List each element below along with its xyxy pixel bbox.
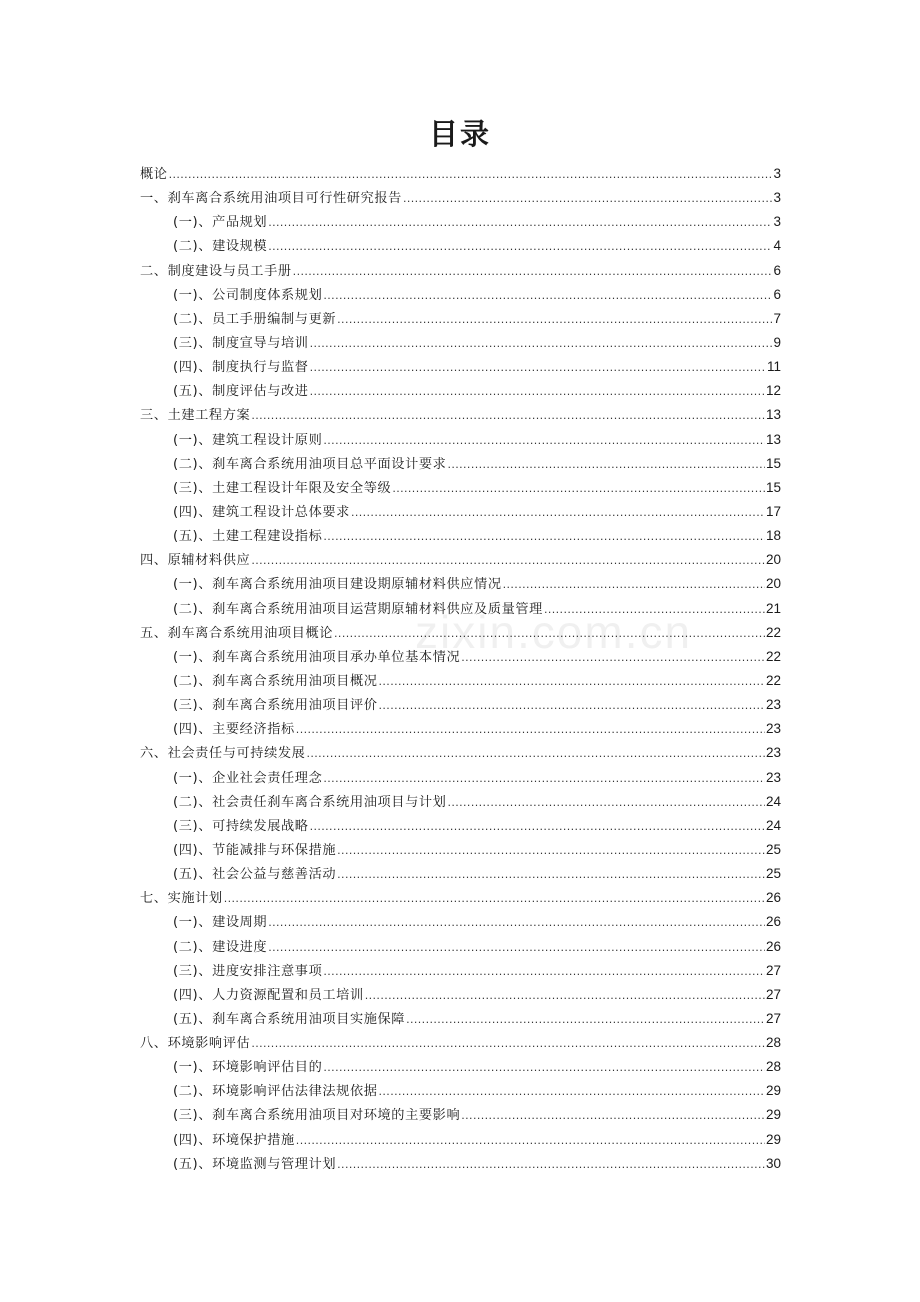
toc-entry[interactable] [140,669,781,693]
toc-entry[interactable] [140,1031,781,1055]
toc-entry-page-number: 29 [765,1131,781,1147]
toc-entry-page-number: 6 [773,262,781,278]
dot-leader [334,622,765,646]
toc-entry[interactable] [140,597,781,621]
dot-leader [323,284,772,308]
toc-entry-page-number: 29 [765,1083,781,1099]
toc-entry-page-number: 22 [765,672,781,688]
toc-entry-page-number: 18 [765,528,781,544]
toc-entry-label: 二、制度建设与员工手册 [140,263,292,279]
dot-leader [379,1080,765,1104]
toc-entry[interactable] [140,162,781,186]
dot-leader [306,742,765,766]
toc-entry-label: (二)、刹车离合系统用油项目概况 [173,673,378,689]
toc-entry-label: (五)、社会公益与慈善活动 [173,867,337,883]
toc-entry-label: (五)、环境监测与管理计划 [173,1156,337,1172]
dot-leader [503,573,765,597]
toc-entry[interactable] [140,693,781,717]
dot-leader [169,163,773,187]
toc-entry-label: (四)、人力资源配置和员工培训 [173,987,364,1003]
toc-entry-label: 概论 [140,167,168,182]
toc-entry[interactable] [140,621,781,645]
toc-entry-page-number: 22 [765,648,781,664]
toc-entry[interactable] [140,838,781,862]
dot-leader [337,1153,765,1177]
dot-leader [323,525,765,549]
toc-entry[interactable] [140,210,781,234]
toc-entry-page-number: 20 [765,576,781,592]
dot-leader [224,887,765,911]
toc-entry[interactable] [140,983,781,1007]
dot-leader [323,960,765,984]
toc-entry[interactable] [140,500,781,524]
watermark: zixin.com.cn [415,606,693,658]
dot-leader [406,1008,765,1032]
toc-entry[interactable] [140,1128,781,1152]
dot-leader [296,718,765,742]
toc-entry[interactable] [140,717,781,741]
toc-entry[interactable] [140,1152,781,1176]
toc-entry-page-number: 20 [765,552,781,568]
dot-leader [268,936,765,960]
dot-leader [323,1056,765,1080]
toc-entry-label: 四、原辅材料供应 [140,553,251,569]
toc-entry[interactable] [140,259,781,283]
toc-entry-page-number: 13 [765,407,781,423]
toc-entry[interactable] [140,452,781,476]
toc-entry[interactable] [140,524,781,548]
toc-entry-label: 五、刹车离合系统用油项目概论 [140,625,334,641]
toc-entry-label: 七、实施计划 [140,891,223,907]
dot-leader [251,404,765,428]
toc-entry-page-number: 3 [773,190,781,206]
toc-entry-page-number: 21 [765,600,781,616]
toc-entry[interactable] [140,403,781,427]
dot-leader [323,429,765,453]
toc-entry-page-number: 24 [765,817,781,833]
toc-entry-label: (三)、制度宣导与培训 [173,335,309,351]
toc-entry-label: 八、环境影响评估 [140,1036,251,1052]
toc-entry-page-number: 15 [765,455,781,471]
toc-entry-label: (二)、刹车离合系统用油项目运营期原辅材料供应及质量管理 [173,601,543,617]
toc-entry[interactable] [140,331,781,355]
dot-leader [447,791,765,815]
toc-entry[interactable] [140,814,781,838]
toc-entry-page-number: 27 [765,1010,781,1026]
toc-entry-page-number: 23 [765,745,781,761]
toc-entry-page-number: 27 [765,986,781,1002]
toc-entry-label: (四)、建筑工程设计总体要求 [173,504,350,520]
dot-leader [310,332,773,356]
toc-entry-page-number: 26 [765,938,781,954]
toc-entry-label: (五)、制度评估与改进 [173,384,309,400]
dot-leader [461,1104,765,1128]
toc-entry-label: (一)、建筑工程设计原则 [173,432,323,448]
toc-entry-page-number: 25 [765,866,781,882]
toc-entry[interactable] [140,959,781,983]
toc-entry-page-number: 25 [765,841,781,857]
toc-entry[interactable] [140,572,781,596]
toc-entry-page-number: 17 [765,503,781,519]
toc-entry-page-number: 26 [765,890,781,906]
toc-entry[interactable] [140,307,781,331]
dot-leader [365,984,765,1008]
dot-leader [337,863,765,887]
toc-entry-label: (五)、刹车离合系统用油项目实施保障 [173,1011,406,1027]
toc-entry-label: (三)、刹车离合系统用油项目对环境的主要影响 [173,1108,461,1124]
toc-entry[interactable] [140,886,781,910]
toc-entry[interactable] [140,645,781,669]
toc-entry[interactable] [140,741,781,765]
toc-entry-page-number: 24 [765,793,781,809]
toc-entry-page-number: 13 [765,431,781,447]
dot-leader [337,308,772,332]
toc-entry-page-number: 4 [773,238,781,254]
toc-entry-label: 一、刹车离合系统用油项目可行性研究报告 [140,191,402,207]
toc-entry-label: (一)、建设周期 [173,915,268,931]
toc-entry-label: (四)、环境保护措施 [173,1132,295,1148]
toc-entry-label: (一)、产品规划 [173,215,268,231]
dot-leader [447,453,765,477]
toc-entry[interactable] [140,1055,781,1079]
toc-entry-label: (四)、制度执行与监督 [173,360,309,376]
dot-leader [310,815,765,839]
toc-entry-label: 三、土建工程方案 [140,408,251,424]
toc-entry-label: (四)、主要经济指标 [173,722,295,738]
toc-entry-label: (四)、节能减排与环保措施 [173,842,337,858]
toc-entry-label: (三)、刹车离合系统用油项目评价 [173,698,378,714]
toc-entry-page-number: 27 [765,962,781,978]
toc-entry[interactable] [140,766,781,790]
toc-entry[interactable] [140,1079,781,1103]
toc-entry-label: (二)、环境影响评估法律法规依据 [173,1084,378,1100]
toc-entry[interactable] [140,790,781,814]
toc-entry-page-number: 28 [765,1059,781,1075]
toc-entry[interactable] [140,1007,781,1031]
toc-entry-page-number: 11 [766,359,781,375]
dot-leader [323,767,765,791]
toc-entry[interactable] [140,428,781,452]
toc-entry-page-number: 6 [773,286,781,302]
dot-leader [461,646,765,670]
dot-leader [268,235,772,259]
toc-entry[interactable] [140,234,781,258]
toc-entry-page-number: 23 [765,697,781,713]
dot-leader [251,549,765,573]
toc-entry-page-number: 22 [765,624,781,640]
dot-leader [268,911,765,935]
toc-entry-label: (一)、刹车离合系统用油项目承办单位基本情况 [173,649,461,665]
dot-leader [379,694,765,718]
toc-entry[interactable] [140,379,781,403]
toc-entry-page-number: 12 [765,383,781,399]
toc-entry[interactable] [140,283,781,307]
toc-entry[interactable] [140,548,781,572]
toc-entry-page-number: 28 [765,1035,781,1051]
toc-entry-page-number: 7 [773,310,781,326]
table-of-contents [140,162,781,1176]
toc-entry[interactable] [140,355,781,379]
dot-leader [268,211,772,235]
dot-leader [337,839,765,863]
toc-entry-label: (三)、土建工程设计年限及安全等级 [173,480,392,496]
toc-entry-label: (二)、社会责任刹车离合系统用油项目与计划 [173,794,447,810]
toc-entry-label: (二)、建设规模 [173,239,268,255]
toc-entry[interactable] [140,935,781,959]
toc-entry[interactable] [140,476,781,500]
toc-entry-page-number: 3 [773,214,781,230]
toc-entry[interactable] [140,862,781,886]
toc-entry-page-number: 30 [765,1155,781,1171]
dot-leader [310,356,766,380]
toc-entry[interactable] [140,186,781,210]
toc-entry[interactable] [140,910,781,934]
toc-entry-page-number: 15 [765,479,781,495]
dot-leader [296,1129,765,1153]
toc-entry-label: (一)、刹车离合系统用油项目建设期原辅材料供应情况 [173,577,502,593]
dot-leader [379,670,765,694]
dot-leader [403,187,773,211]
dot-leader [351,501,765,525]
toc-entry-page-number: 23 [765,769,781,785]
toc-title: 目录 [428,117,491,151]
dot-leader [251,1032,765,1056]
toc-entry-page-number: 29 [765,1107,781,1123]
dot-leader [392,477,765,501]
toc-entry-page-number: 23 [765,721,781,737]
toc-entry-label: (二)、员工手册编制与更新 [173,311,337,327]
toc-entry-page-number: 26 [765,914,781,930]
toc-entry-label: (五)、土建工程建设指标 [173,529,323,545]
toc-entry-label: (一)、企业社会责任理念 [173,770,323,786]
toc-entry-label: (三)、可持续发展战略 [173,818,309,834]
toc-entry-label: (二)、建设进度 [173,939,268,955]
dot-leader [293,260,773,284]
toc-entry-label: (一)、公司制度体系规划 [173,287,323,303]
dot-leader [544,598,765,622]
toc-entry-label: 六、社会责任与可持续发展 [140,746,306,762]
toc-entry-page-number: 3 [773,166,781,181]
toc-entry-page-number: 9 [773,334,781,350]
toc-entry[interactable] [140,1103,781,1127]
toc-entry-label: (二)、刹车离合系统用油项目总平面设计要求 [173,456,447,472]
toc-entry-label: (一)、环境影响评估目的 [173,1060,323,1076]
dot-leader [310,380,765,404]
toc-entry-label: (三)、进度安排注意事项 [173,963,323,979]
